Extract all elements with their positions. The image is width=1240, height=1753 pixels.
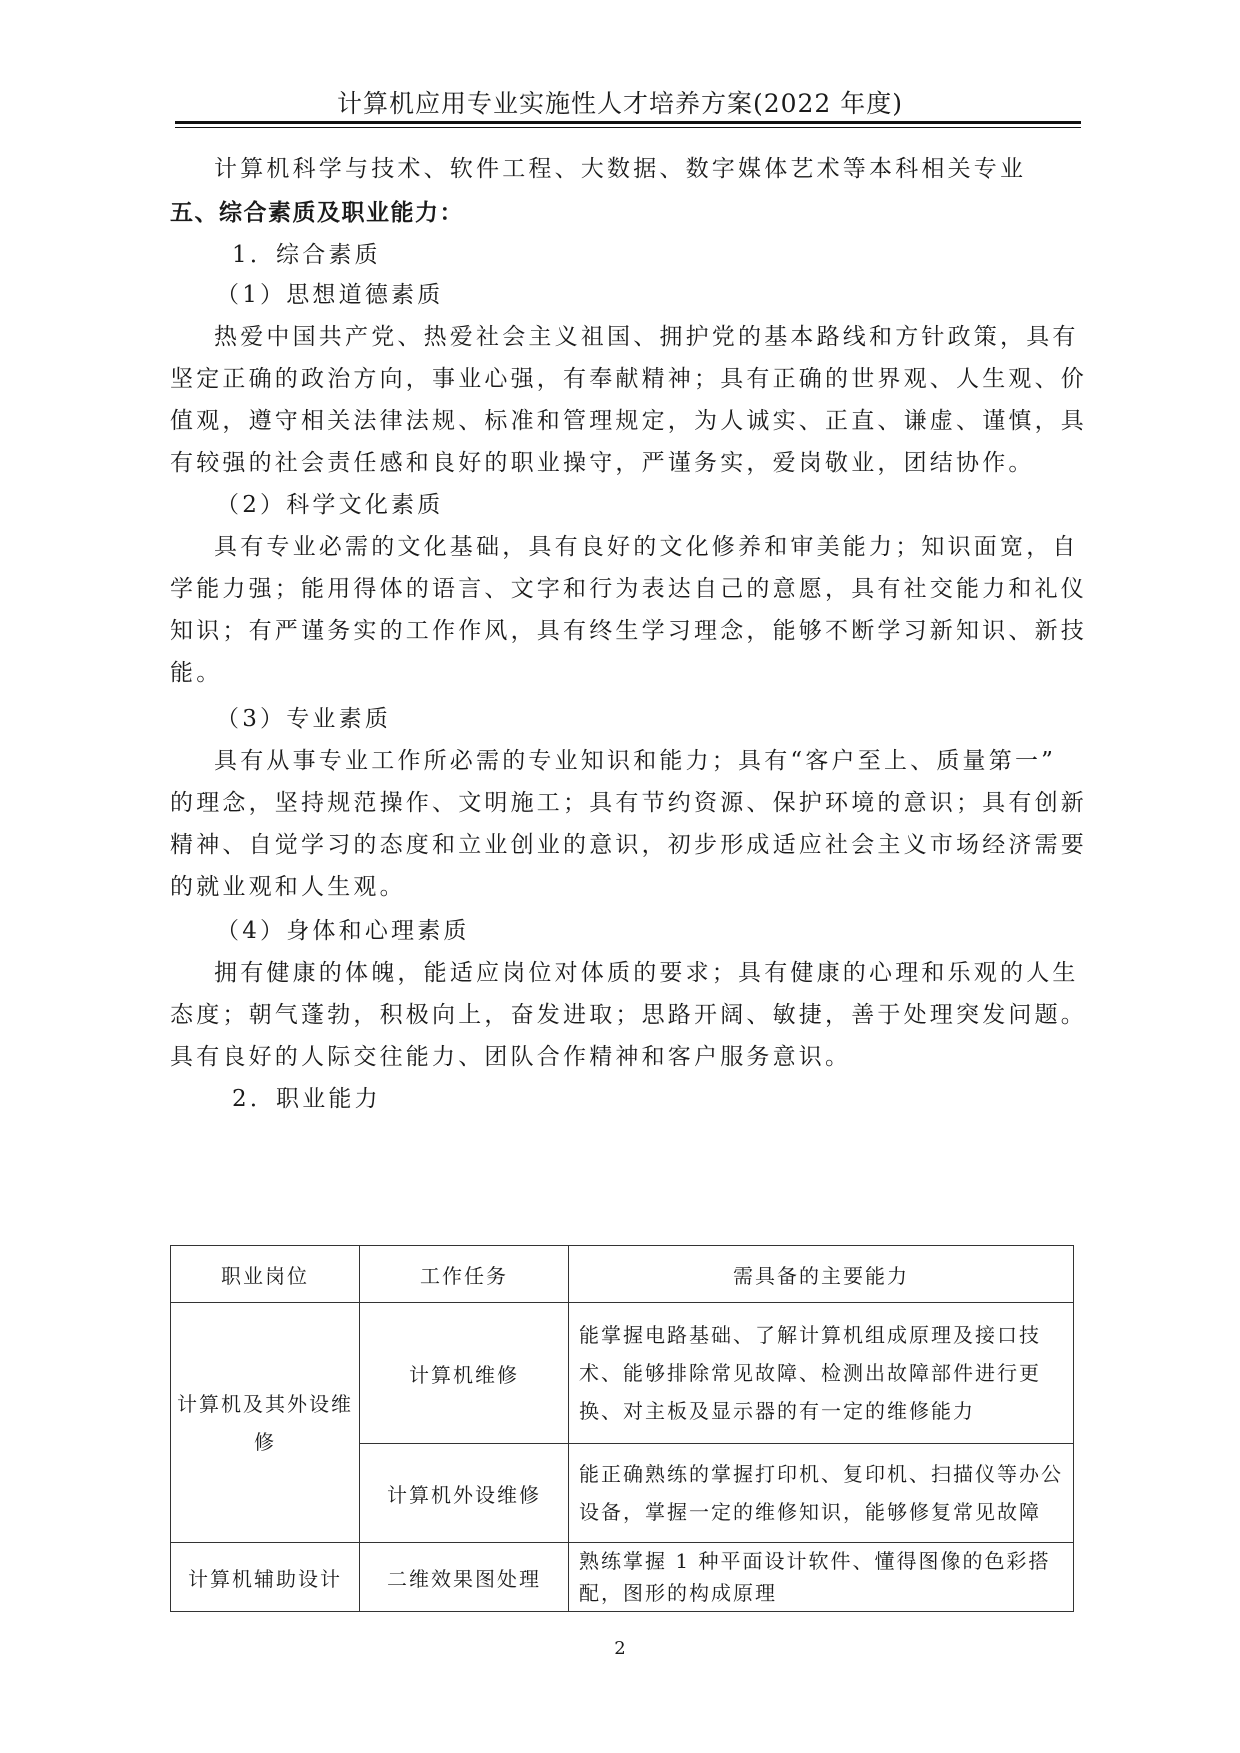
intro-line: 计算机科学与技术、软件工程、大数据、数字媒体艺术等本科相关专业 xyxy=(214,156,1027,182)
item-title: （2）科学文化素质 xyxy=(216,492,444,518)
paragraph-line: 具有从事专业工作所必需的专业知识和能力；具有“客户至上、质量第一” xyxy=(214,748,1057,774)
paragraph-line: 学能力强；能用得体的语言、文字和行为表达自己的意愿，具有社交能力和礼仪 xyxy=(170,576,1087,602)
cell-task: 计算机外设维修 xyxy=(360,1444,569,1543)
cell-task: 计算机维修 xyxy=(360,1303,569,1444)
subsection-heading-ability: 2．职业能力 xyxy=(232,1086,381,1112)
cell-task: 二维效果图处理 xyxy=(360,1543,569,1612)
paragraph-line: 态度；朝气蓬勃，积极向上，奋发进取；思路开阔、敏捷，善于处理突发问题。 xyxy=(170,1002,1087,1028)
table-header-row xyxy=(171,1246,1074,1303)
cell-ability: 熟练掌握 1 种平面设计软件、懂得图像的色彩搭配，图形的构成原理 xyxy=(569,1543,1074,1612)
page-number: 2 xyxy=(614,1638,626,1659)
paragraph-line: 值观，遵守相关法律法规、标准和管理规定，为人诚实、正直、谦虚、谨慎，具 xyxy=(170,408,1087,434)
column-header-position: 职业岗位 xyxy=(171,1246,360,1303)
cell-position: 计算机辅助设计 xyxy=(171,1543,360,1612)
paragraph-line: 能。 xyxy=(170,660,223,686)
paragraph-line: 坚定正确的政治方向，事业心强，有奉献精神；具有正确的世界观、人生观、价 xyxy=(170,366,1087,392)
table-row xyxy=(171,1303,1074,1444)
paragraph-line: 有较强的社会责任感和良好的职业操守，严谨务实，爱岗敬业，团结协作。 xyxy=(170,450,1035,476)
cell-ability: 能正确熟练的掌握打印机、复印机、扫描仪等办公设备，掌握一定的维修知识，能够修复常见故障 xyxy=(569,1444,1074,1543)
paragraph-line: 热爱中国共产党、热爱社会主义祖国、拥护党的基本路线和方针政策，具有 xyxy=(214,324,1079,350)
paragraph-line: 知识；有严谨务实的工作作风，具有终生学习理念，能够不断学习新知识、新技 xyxy=(170,618,1087,644)
career-ability-table xyxy=(170,1245,1074,1612)
item-title: （4）身体和心理素质 xyxy=(216,918,470,944)
item-title: （1）思想道德素质 xyxy=(216,282,444,308)
paragraph-line: 的理念，坚持规范操作、文明施工；具有节约资源、保护环境的意识；具有创新 xyxy=(170,790,1087,816)
paragraph-line: 具有良好的人际交往能力、团队合作精神和客户服务意识。 xyxy=(170,1044,852,1070)
table-row xyxy=(171,1543,1074,1612)
paragraph-line: 的就业观和人生观。 xyxy=(170,874,406,900)
paragraph-line: 拥有健康的体魄，能适应岗位对体质的要求；具有健康的心理和乐观的人生 xyxy=(214,960,1079,986)
subsection-heading-quality: 1．综合素质 xyxy=(232,242,381,268)
paragraph-line: 具有专业必需的文化基础，具有良好的文化修养和审美能力；知识面宽，自 xyxy=(214,534,1079,560)
column-header-task: 工作任务 xyxy=(360,1246,569,1303)
paragraph-line: 精神、自觉学习的态度和立业创业的意识，初步形成适应社会主义市场经济需要 xyxy=(170,832,1087,858)
cell-position: 计算机及其外设维修 xyxy=(171,1303,360,1543)
section-heading: 五、综合素质及职业能力： xyxy=(170,200,464,226)
cell-ability: 能掌握电路基础、了解计算机组成原理及接口技术、能够排除常见故障、检测出故障部件进行更换、对主板及显示器的有一定的维修能力 xyxy=(569,1303,1074,1444)
column-header-ability: 需具备的主要能力 xyxy=(569,1246,1074,1303)
item-title: （3）专业素质 xyxy=(216,706,392,732)
document-header-title: 计算机应用专业实施性人才培养方案(2022 年度) xyxy=(336,89,904,118)
header-double-rule xyxy=(175,121,1081,128)
